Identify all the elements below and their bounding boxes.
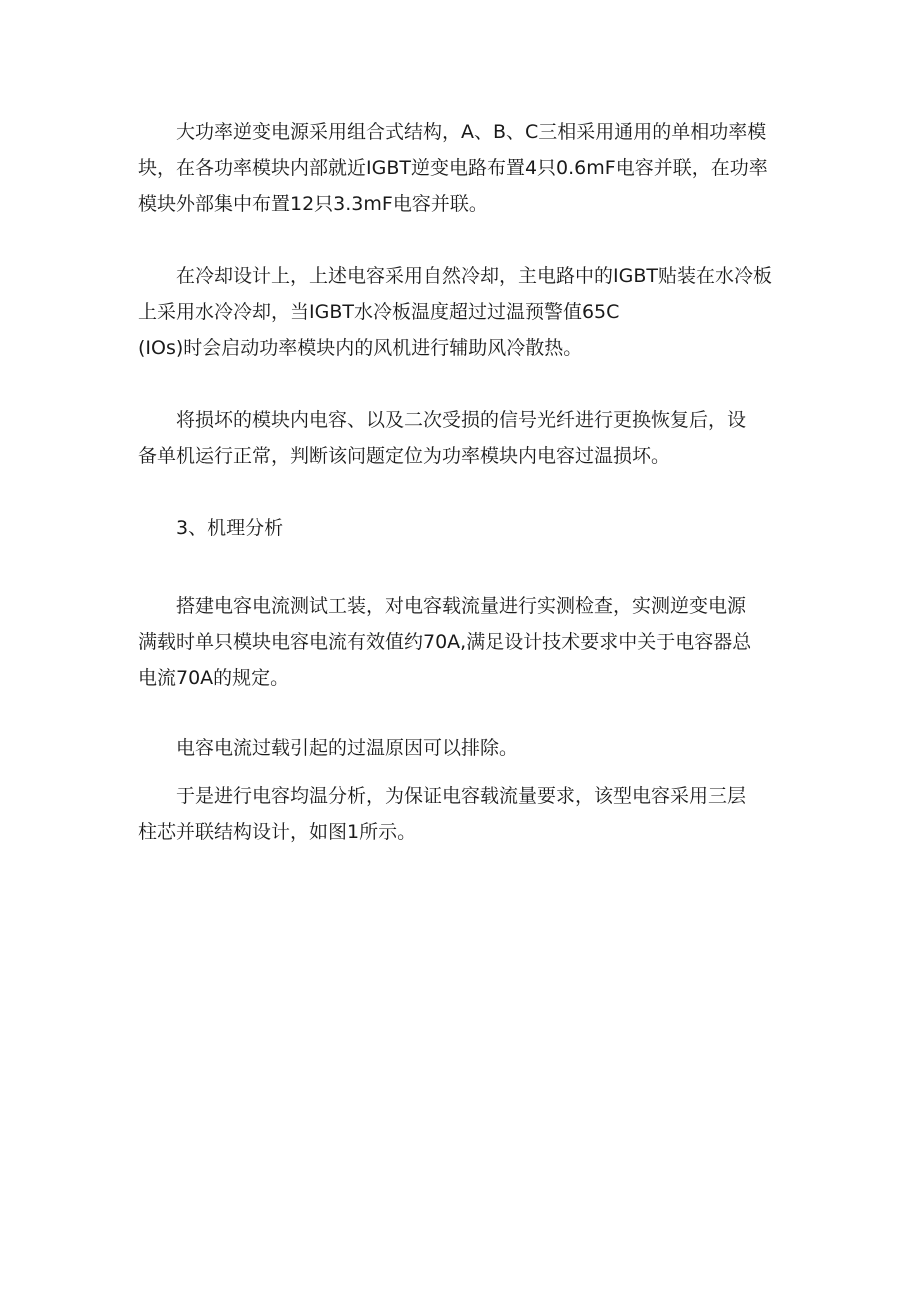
paragraph-line: (IOs)时会启动功率模块内的风机进行辅助风冷散热。 bbox=[138, 337, 583, 359]
paragraph-cooling-design bbox=[138, 258, 798, 366]
paragraph-overload-excluded bbox=[138, 730, 798, 766]
paragraph-current-test bbox=[138, 588, 798, 696]
paragraph-line: 块，在各功率模块内部就近IGBT逆变电路布置4只0.6mF电容并联，在功率 bbox=[138, 157, 768, 179]
paragraph-thermal-analysis bbox=[138, 778, 798, 850]
paragraph-line: 备单机运行正常，判断该问题定位为功率模块内电容过温损坏。 bbox=[138, 445, 671, 467]
paragraph-power-structure bbox=[138, 114, 798, 222]
paragraph-line: 大功率逆变电源采用组合式结构，A、B、C三相采用通用的单相功率模 bbox=[176, 121, 767, 143]
paragraph-line: 电流70A的规定。 bbox=[138, 667, 290, 689]
paragraph-line: 将损坏的模块内电容、以及二次受损的信号光纤进行更换恢复后，设 bbox=[176, 409, 747, 431]
paragraph-line: 在冷却设计上，上述电容采用自然冷却，主电路中的IGBT贴装在水冷板 bbox=[176, 265, 772, 287]
paragraph-line: 满载时单只模块电容电流有效值约70A,满足设计技术要求中关于电容器总 bbox=[138, 631, 752, 653]
section-heading: 3、机理分析 bbox=[176, 517, 284, 539]
paragraph-repair-result bbox=[138, 402, 798, 474]
paragraph-line: 电容电流过载引起的过温原因可以排除。 bbox=[176, 737, 519, 759]
paragraph-line: 上采用水冷冷却，当IGBT水冷板温度超过过温预警值65C bbox=[138, 301, 620, 323]
paragraph-line: 搭建电容电流测试工装，对电容载流量进行实测检查，实测逆变电源 bbox=[176, 595, 747, 617]
paragraph-line: 柱芯并联结构设计，如图1所示。 bbox=[138, 821, 417, 843]
paragraph-line: 模块外部集中布置12只3.3mF电容并联。 bbox=[138, 193, 488, 215]
paragraph-line: 于是进行电容均温分析，为保证电容载流量要求，该型电容采用三层 bbox=[176, 785, 747, 807]
